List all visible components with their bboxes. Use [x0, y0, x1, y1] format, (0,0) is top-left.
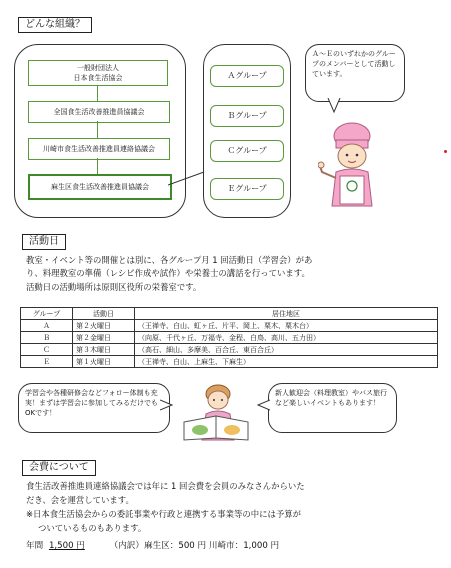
table-cell-group: Ｅ: [21, 356, 73, 368]
annual-fee-label: 年間: [26, 541, 44, 551]
annual-fee-amount: 1,500 円: [48, 541, 85, 551]
org-connector: [97, 86, 98, 101]
fees-description-line: だき、会を運営しています。: [26, 495, 134, 505]
table-cell-day: 第１火曜日: [73, 356, 135, 368]
red-dot-mark: [444, 150, 447, 153]
section-title-fees: 会費について: [22, 460, 96, 476]
activity-description-line: り、料理教室の準備（レシピ作成や試作）や栄養士の講話を行っています。: [26, 268, 310, 278]
activity-schedule-table: [20, 307, 438, 368]
org-box-line: 一般財団法人: [77, 64, 119, 72]
speech-bubble-tail: [256, 398, 270, 412]
fees-note-line: ついているものもあります。: [38, 523, 147, 533]
table-cell-district: （王禅寺、白山、虹ヶ丘、片平、岡上、栗木、栗木台）: [135, 320, 438, 332]
activity-description-line: 活動日の活動場所は原則区役所の栄養室です。: [26, 282, 202, 292]
group-e-box: Ｅグループ: [210, 178, 284, 200]
org-box-asao-council: 麻生区食生活改善推進員協議会: [28, 174, 172, 200]
table-cell-day: 第２火曜日: [73, 320, 135, 332]
table-cell-day: 第３木曜日: [73, 344, 135, 356]
org-box-national-council: 全国食生活改善推進員協議会: [28, 101, 170, 123]
woman-reading-illustration: [178, 382, 254, 442]
table-cell-district: （王禅寺、白山、上麻生、下麻生）: [135, 356, 438, 368]
table-header-cell: グループ: [21, 308, 73, 320]
org-connector: [97, 158, 98, 174]
group-b-box: Ｂグループ: [210, 105, 284, 127]
org-box-line: 日本食生活協会: [73, 74, 123, 82]
table-row: [21, 320, 438, 332]
table-header-cell: 活動日: [73, 308, 135, 320]
section-title-organization: どんな組織？: [18, 17, 92, 33]
table-cell-group: Ｃ: [21, 344, 73, 356]
speech-bubble-tail: [326, 98, 346, 114]
chef-woman-illustration: [318, 118, 388, 208]
table-row: [21, 344, 438, 356]
speech-bubble-events: 新人歓迎会（料理教室）やバス旅行など楽しいイベントもあります！: [268, 383, 397, 433]
table-cell-group: Ａ: [21, 320, 73, 332]
fees-description-line: 食生活改善推進員連絡協議会では年に 1 回会費を会員のみなさんからいた: [26, 481, 305, 491]
org-to-groups-connector: [168, 170, 208, 190]
speech-bubble-follow-up: 学習会や各種研修会などフォロー体制も充実！まずは学習会に参加してみるだけでもOKです！: [18, 383, 170, 433]
org-box-japan-association: [28, 60, 168, 86]
table-row: [21, 356, 438, 368]
org-box-kawasaki-council: 川崎市食生活改善推進員連絡協議会: [28, 138, 170, 160]
speech-bubble-groups: Ａ～Ｅのいずれかのグループのメンバーとして活動しています。: [305, 44, 405, 102]
table-row: [21, 332, 438, 344]
group-c-box: Ｃグループ: [210, 140, 284, 162]
fee-breakdown: （内訳）麻生区：500 円 川崎市：1,000 円: [109, 541, 280, 551]
activity-description-line: 教室・イベント等の開催とは別に、各グループ月 1 回活動日（学習会）があ: [26, 255, 313, 265]
speech-bubble-tail: [160, 398, 174, 412]
table-cell-district: （高石、細山、多摩美、百合丘、東百合丘）: [135, 344, 438, 356]
section-title-activity-days: 活動日: [22, 234, 66, 250]
fees-note-line: ※日本食生活協会からの委託事業や行政と連携する事業等の中には予算が: [26, 509, 302, 519]
table-header-cell: 居住地区: [135, 308, 438, 320]
group-a-box: Ａグループ: [210, 65, 284, 87]
org-connector: [97, 121, 98, 138]
annual-fee-row: [26, 540, 279, 553]
table-cell-day: 第２金曜日: [73, 332, 135, 344]
table-cell-district: （向原、千代ヶ丘、万福寺、金程、白鳥、高川、五力田）: [135, 332, 438, 344]
table-cell-group: Ｂ: [21, 332, 73, 344]
table-header-row: [21, 308, 438, 320]
